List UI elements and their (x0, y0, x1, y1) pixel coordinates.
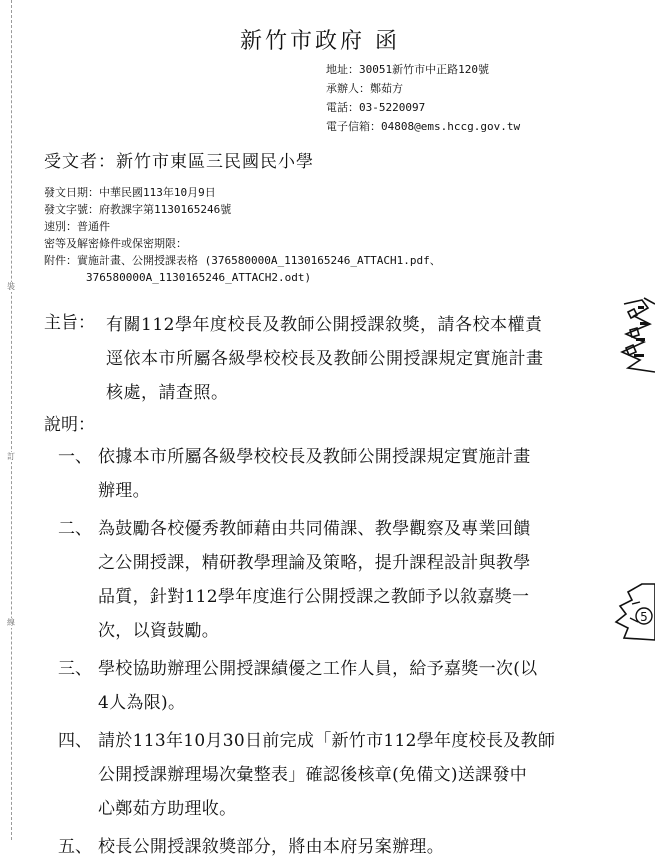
item-line: 為鼓勵各校優秀教師藉由共同備課、教學觀察及專業回饋 (98, 519, 531, 539)
delivery-speed: 速別：普通件 (44, 220, 110, 233)
binding-char: 線 (7, 618, 15, 627)
subject-text (106, 308, 596, 410)
explanation-item (58, 440, 598, 508)
item-line: 公開授課辦理場次彙整表」確認後核章(免備文)送課發中 (98, 765, 528, 785)
item-line: 校長公開授課敘獎部分，將由本府另案辦理。 (98, 837, 444, 857)
recipient: 受文者：新竹市東區三民國民小學 (44, 152, 314, 172)
explanation-item (58, 512, 598, 648)
item-number: 五、 (58, 837, 92, 857)
document-title: 新竹市政府 函 (240, 29, 400, 54)
sender-email: 電子信箱：04808@ems.hccg.gov.tw (326, 120, 521, 133)
secrecy-level: 密等及解密條件或保密期限： (44, 237, 187, 250)
subject-label: 主旨： (44, 313, 95, 333)
explanation-label: 說明： (44, 415, 95, 435)
explanation-item (58, 830, 598, 864)
item-line: 之公開授課，精研教學理論及策略，提升課程設計與教學 (98, 553, 531, 573)
page-number-text: 5 (640, 610, 648, 624)
item-line: 依據本市所屬各級學校校長及教師公開授課規定實施計畫 (98, 447, 531, 467)
item-number: 二、 (58, 519, 92, 539)
binding-char: 裝 (7, 282, 15, 291)
subject-line: 核處，請查照。 (106, 383, 229, 403)
item-line: 辦理。 (98, 481, 150, 501)
attachments-line-2: 376580000A_1130165246_ATTACH2.odt) (86, 271, 312, 284)
item-number: 三、 (58, 659, 92, 679)
attachments-line-1: 附件：實施計畫、公開授課表格 (376580000A_1130165246_ATTACH1.pdf、 (44, 254, 441, 267)
receipt-stamp-icon (604, 294, 655, 374)
binding-char: 訂 (7, 452, 15, 461)
subject-line: 逕依本市所屬各級學校校長及教師公開授課規定實施計畫 (106, 349, 544, 369)
issue-date: 發文日期：中華民國113年10月9日 (44, 186, 216, 199)
item-line: 次，以資鼓勵。 (98, 621, 220, 641)
sender-contact-person: 承辦人：鄭茹方 (326, 82, 403, 95)
sender-phone: 電話：03-5220097 (326, 101, 426, 114)
item-line: 4人為限)。 (98, 693, 186, 713)
item-line: 學校協助辦理公開授課績優之工作人員，給予嘉獎一次(以 (98, 659, 538, 679)
sender-info (326, 60, 520, 136)
item-line: 品質，針對112學年度進行公開授課之教師予以敘嘉獎一 (98, 587, 530, 607)
document-meta (44, 184, 441, 286)
item-line: 心鄭茹方助理收。 (98, 799, 237, 819)
explanation-item (58, 724, 598, 826)
binding-line (11, 0, 12, 840)
explanation-items (58, 440, 598, 868)
sender-address: 地址：30051新竹市中正路120號 (326, 63, 489, 76)
issue-number: 發文字號：府教課字第1130165246號 (44, 203, 232, 216)
item-line: 請於113年10月30日前完成「新竹市112學年度校長及教師 (98, 731, 556, 751)
item-number: 一、 (58, 447, 92, 467)
page-number-stamp-icon (614, 582, 655, 642)
item-number: 四、 (58, 731, 92, 751)
subject-line: 有關112學年度校長及教師公開授課敘獎，請各校本權責 (106, 315, 543, 335)
explanation-item (58, 652, 598, 720)
